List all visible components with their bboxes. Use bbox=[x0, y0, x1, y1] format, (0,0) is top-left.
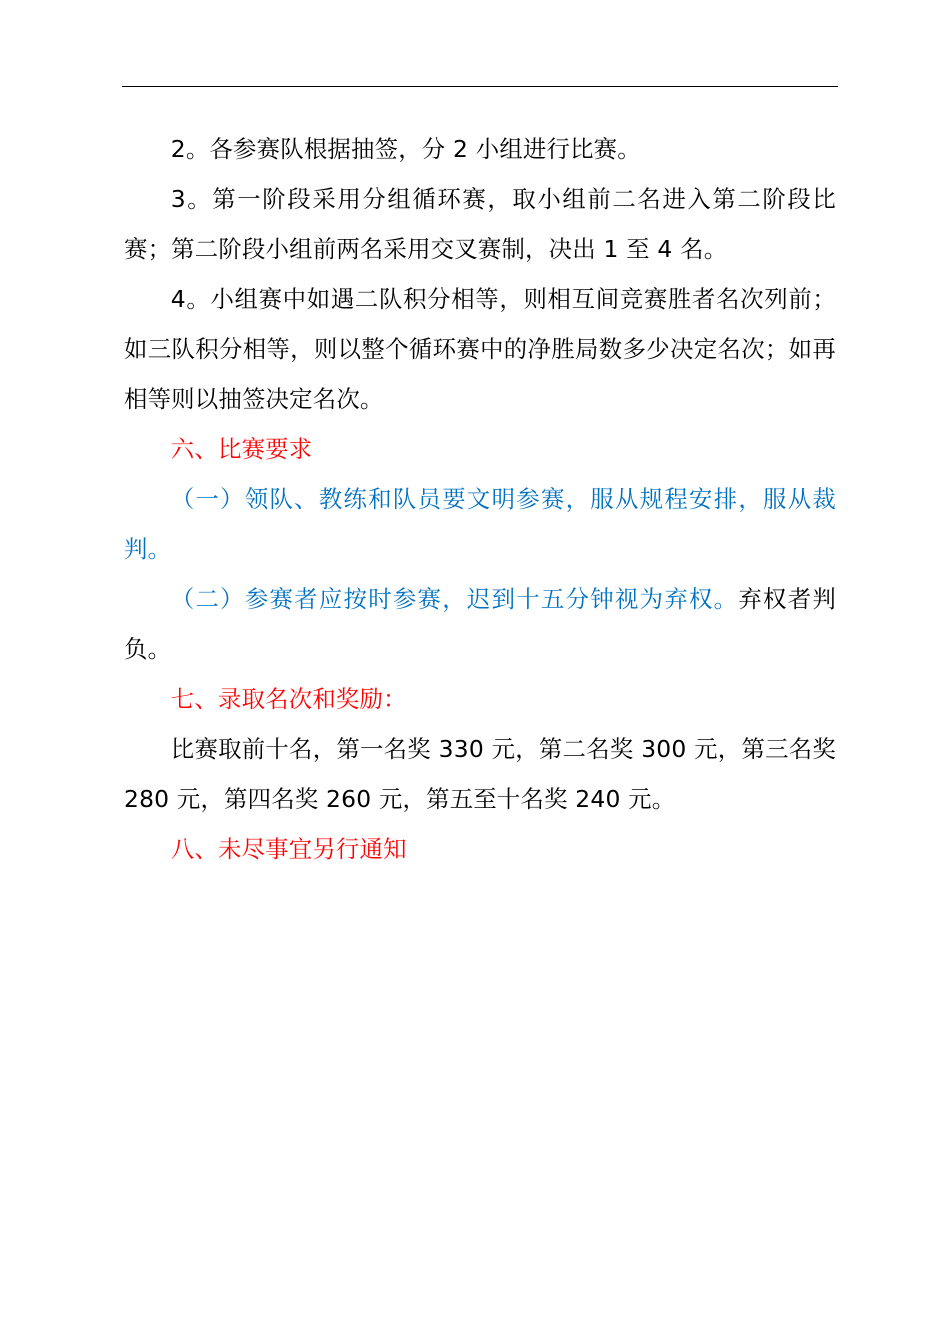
paragraph-grouping: 2。各参赛队根据抽签，分 2 小组进行比赛。 bbox=[170, 135, 641, 163]
paragraph-stage-format: 3。第一阶段采用分组循环赛，取小组前二名进入第二阶段比赛；第二阶段小组前两名采用交叉赛制，决出 1 至 4 名。 bbox=[124, 185, 836, 263]
header-rule bbox=[122, 86, 838, 87]
requirement-two-highlight: （二）参赛者应按时参赛，迟到十五分钟视为弃权。 bbox=[170, 585, 739, 613]
paragraph-tiebreak: 4。小组赛中如遇二队积分相等，则相互间竞赛胜者名次列前；如三队积分相等，则以整个循环赛中的净胜局数多少决定名次；如再相等则以抽签决定名次。 bbox=[124, 285, 836, 413]
requirement-two-rest: 弃权者判负。 bbox=[124, 585, 836, 663]
paragraph-awards: 比赛取前十名，第一名奖 330 元，第二名奖 300 元，第三名奖 280 元，第四名奖 260 元，第五至十名奖 240 元。 bbox=[124, 735, 836, 813]
section-eight-heading: 八、未尽事宜另行通知 bbox=[170, 835, 407, 863]
requirement-two bbox=[124, 574, 836, 674]
section-six-heading: 六、比赛要求 bbox=[170, 435, 313, 463]
requirement-one: （一）领队、教练和队员要文明参赛，服从规程安排，服从裁判。 bbox=[124, 485, 836, 563]
document-body bbox=[124, 124, 836, 874]
section-seven-heading: 七、录取名次和奖励： bbox=[170, 685, 407, 713]
